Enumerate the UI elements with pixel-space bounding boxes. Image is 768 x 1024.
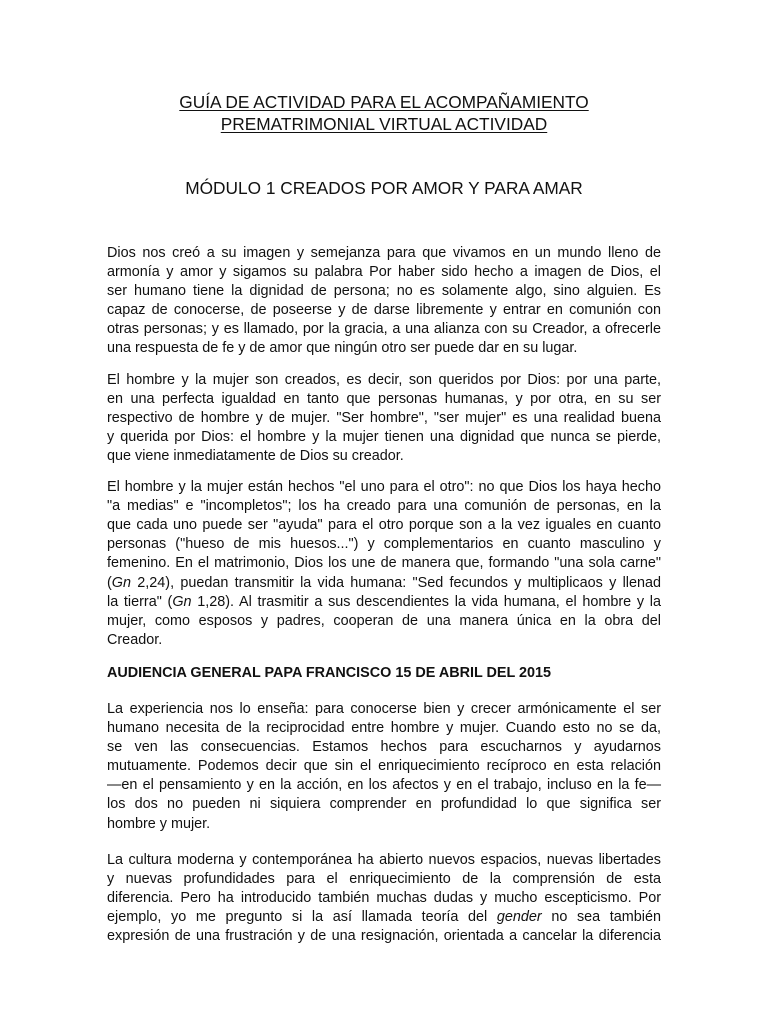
text-line: ejemplo, yo me pregunto si la así llamada teoría del gender no sea también (107, 908, 661, 925)
text-line: se ven las consecuencias. Estamos hechos para escucharnos y ayudarnos (107, 739, 661, 756)
text-line: mujer, como esposos y padres, cooperan de una manera única en la obra del (107, 612, 661, 629)
document-title (0, 91, 768, 135)
text-line: y querida por Dios: el hombre y la mujer tienen una dignidad que nunca se pierde, (107, 428, 661, 445)
text-line: los dos no pueden ni siquiera comprender en profundidad lo que significa ser (107, 796, 661, 813)
title-line-2: PREMATRIMONIAL VIRTUAL ACTIVIDAD (220, 114, 548, 134)
text-line: diferencia. Pero ha introducido también muchas dudas y mucho escepticismo. Por (107, 889, 661, 906)
text-line: Creador. (107, 631, 163, 648)
text-line: capaz de conocerse, de poseerse y de darse libremente y entrar en comunión con (107, 302, 661, 319)
text-line: una respuesta de fe y de amor que ningún otro ser puede dar en su lugar. (107, 340, 578, 357)
text-line: que cada uno puede ser "ayuda" para el otro porque son a la vez iguales en cuanto (107, 517, 661, 534)
text-line: que viene inmediatamente de Dios su creador. (107, 447, 404, 464)
text-line: personas ("hueso de mis huesos...") y complementarios en cuanto masculino y (107, 536, 661, 553)
scripture-reference: Gn (111, 574, 131, 591)
text-line: la tierra" (Gn 1,28). Al trasmitir a sus descendientes la vida humana, el hombre y la (107, 593, 661, 610)
text-line: en una perfecta igualdad en tanto que personas humanas, y por otra, en su ser (107, 390, 661, 407)
text-line: El hombre y la mujer están hechos "el uno para el otro": no que Dios los haya hecho (107, 479, 661, 496)
section-heading: AUDIENCIA GENERAL PAPA FRANCISCO 15 DE ABRIL DEL 2015 (107, 664, 552, 681)
paragraph-4 (107, 700, 661, 834)
text-line: Dios nos creó a su imagen y semejanza para que vivamos en un mundo lleno de (107, 245, 661, 261)
paragraph-3 (107, 478, 661, 650)
text-line: humano necesita de la reciprocidad entre hombre y mujer. Cuando esto no se da, (107, 720, 661, 737)
text-line: armonía y amor y sigamos su palabra Por haber sido hecho a imagen de Dios, el (107, 264, 661, 281)
text-line: respectivo de hombre y de mujer. "Ser hombre", "ser mujer" es una realidad buena (107, 409, 661, 426)
paragraph-1 (107, 244, 661, 359)
module-title: MÓDULO 1 CREADOS POR AMOR Y PARA AMAR (185, 178, 583, 198)
paragraph-2 (107, 371, 661, 466)
text-line: y nuevas profundidades para el enriquecimiento de la comprensión de esta (107, 870, 661, 887)
text-line: —en el pensamiento y en la acción, en los afectos y en el trabajo, incluso en la fe— (107, 777, 661, 794)
text-line: La cultura moderna y contemporánea ha abierto nuevos espacios, nuevas libertades (107, 851, 661, 868)
text-line: ser humano tiene la dignidad de persona; no es solamente algo, sino alguien. Es (107, 283, 661, 300)
text-line: otras personas; y es llamado, por la gracia, a una alianza con su Creador, a ofrecerle (107, 321, 661, 338)
text-line: mutuamente. Podemos decir que sin el enriquecimiento recíproco en esta relación (107, 758, 661, 775)
document-body (107, 244, 661, 946)
text-line: La experiencia nos lo enseña: para conocerse bien y crecer armónicamente el ser (107, 700, 661, 717)
scripture-reference: Gn (172, 593, 192, 610)
text-line: "a medias" e "incompletos"; los ha creado para una comunión de personas, en la (107, 498, 661, 515)
text-line: femenino. En el matrimonio, Dios los une de manera que, formando "una sola carne" (107, 555, 661, 572)
text-line: hombre y mujer. (107, 815, 211, 832)
text-line: (Gn 2,24), puedan transmitir la vida humana: "Sed fecundos y multiplicaos y llenad (107, 574, 661, 591)
paragraph-5 (107, 851, 661, 946)
text-line: expresión de una frustración y de una resignación, orientada a cancelar la diferencia (107, 928, 661, 944)
emphasized-term: gender (496, 908, 542, 925)
title-line-1: GUÍA DE ACTIVIDAD PARA EL ACOMPAÑAMIENTO (179, 92, 589, 112)
text-line: El hombre y la mujer son creados, es decir, son queridos por Dios: por una parte, (107, 371, 661, 388)
